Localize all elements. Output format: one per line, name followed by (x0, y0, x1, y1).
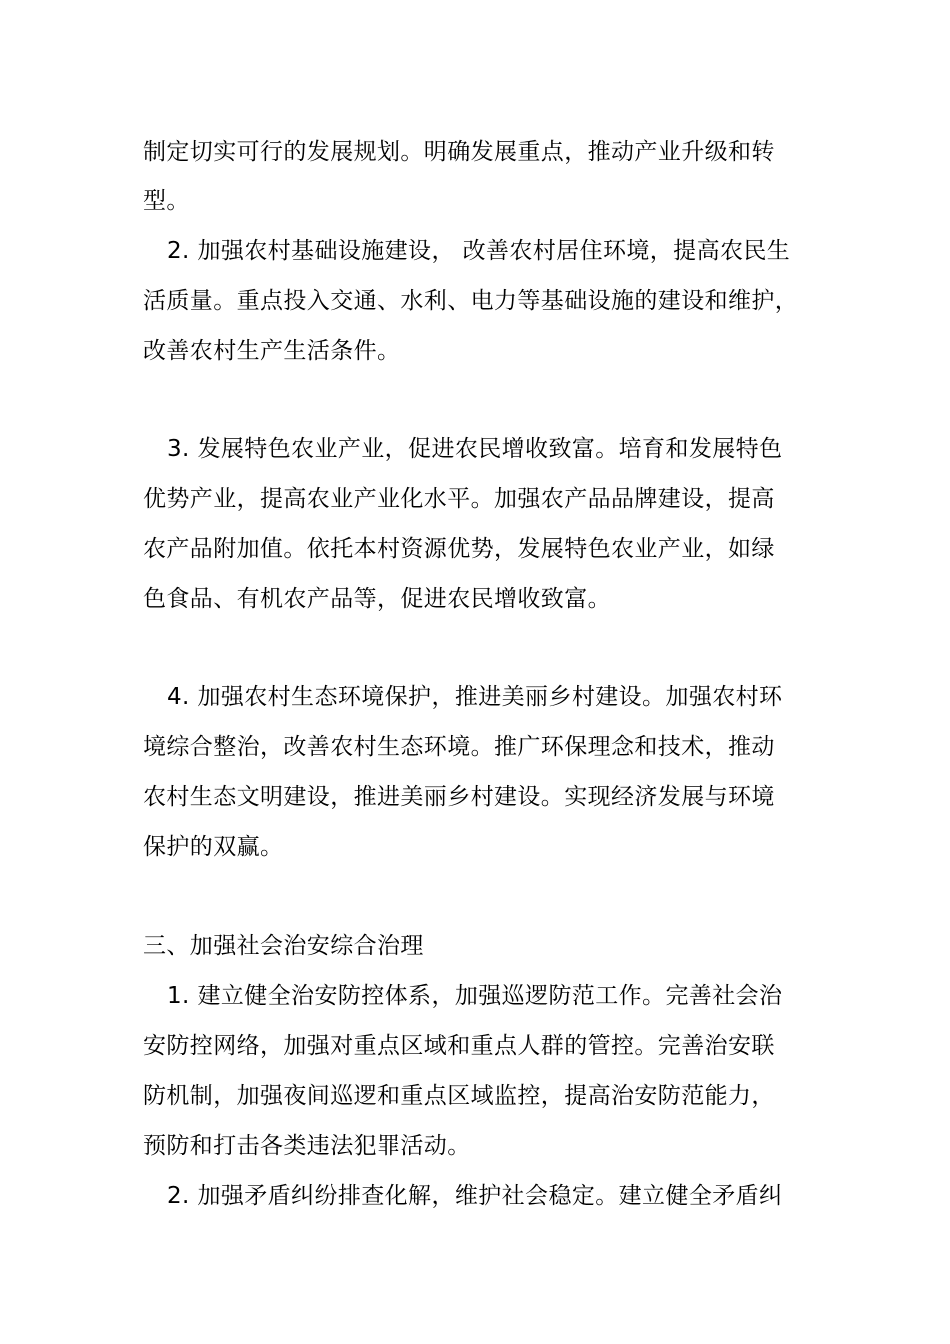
text-line: 农产品附加值。依托本村资源优势，发展特色农业产业，如绿 (143, 536, 775, 562)
text-line: 安防控网络，加强对重点区域和重点人群的管控。完善治安联 (143, 1033, 775, 1059)
text-line: 色食品、有机农产品等，促进农民增收致富。 (143, 586, 611, 612)
text-line: 境综合整治，改善农村生态环境。推广环保理念和技术，推动 (143, 734, 775, 760)
text-line: 保护的双赢。 (143, 834, 284, 860)
text-line: 改善农村生产生活条件。 (143, 338, 401, 364)
text-line: 1. 建立健全治安防控体系，加强巡逻防范工作。完善社会治 (167, 983, 783, 1009)
text-line: 制定切实可行的发展规划。明确发展重点，推动产业升级和转 (143, 139, 775, 165)
text-line: 防机制，加强夜间巡逻和重点区域监控，提高治安防范能力， (143, 1083, 775, 1109)
text-line: 2. 加强矛盾纠纷排查化解，维护社会稳定。建立健全矛盾纠 (167, 1183, 783, 1209)
text-line: 型。 (143, 188, 190, 214)
text-line: 活质量。重点投入交通、水利、电力等基础设施的建设和维护， (143, 288, 799, 314)
text-line: 2. 加强农村基础设施建设， 改善农村居住环境，提高农民生 (167, 238, 791, 264)
text-line: 农村生态文明建设，推进美丽乡村建设。实现经济发展与环境 (143, 784, 775, 810)
section-heading-text: 三、加强社会治安综合治理 (143, 933, 424, 959)
text-line: 3. 发展特色农业产业，促进农民增收致富。培育和发展特色 (167, 436, 783, 462)
text-line: 优势产业，提高农业产业化水平。加强农产品品牌建设，提高 (143, 486, 775, 512)
text-line: 预防和打击各类违法犯罪活动。 (143, 1133, 471, 1159)
text-line: 4. 加强农村生态环境保护，推进美丽乡村建设。加强农村环 (167, 684, 783, 710)
